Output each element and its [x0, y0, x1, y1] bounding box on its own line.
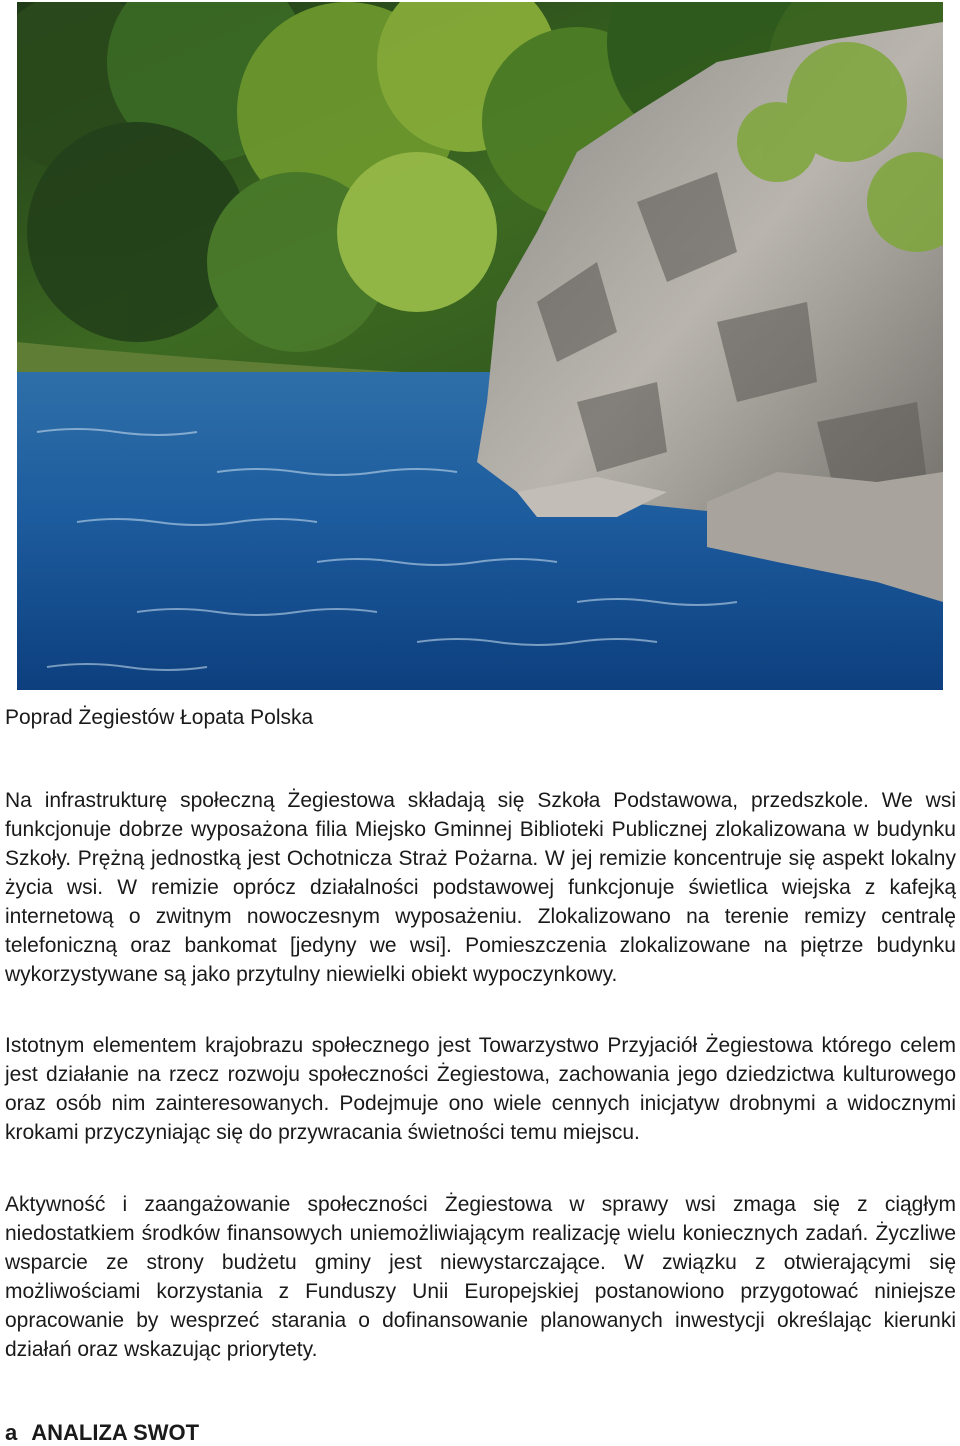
photo-caption: Poprad Żegiestów Łopata Polska: [5, 706, 314, 729]
section-letter: a: [5, 1420, 18, 1445]
section-heading: [5, 1420, 199, 1446]
paragraph-funding: Aktywność i zaangażowanie społeczności Żegiestowa w sprawy wsi zmaga się z ciągłym niedostatkiem środków finansowych uniemożliwiającym realizację wielu koniecznych zadań. Życzliwe wsparcie ze strony budżetu gminy jest niewystarczające. W związku z otwierającymi się możliwościami korzystania z Funduszy Unii Europejskiej postanowiono przygotować niniejsze opracowanie by wesprzeć starania o dofinansowanie planowanych inwestycji określając kierunki działań oraz wskazując priorytety.: [5, 1193, 956, 1361]
river-photo: [17, 2, 943, 690]
section-title: ANALIZA SWOT: [31, 1420, 200, 1445]
paragraph-infrastructure: Na infrastrukturę społeczną Żegiestowa składają się Szkoła Podstawowa, przedszkole. We wsi funkcjonuje dobrze wyposażona filia Miejsko Gminnej Biblioteki Publicznej zlokalizowana w budynku Szkoły. Prężną jednostką jest Ochotnicza Straż Pożarna. W jej remizie koncentruje się aspekt lokalny życia wsi. W remizie oprócz działalności podstawowej funkcjonuje świetlica wiejska z kafejką internetową o zwitnym nowoczesnym wyposażeniu. Zlokalizowano na terenie remizy centralę telefoniczną oraz bankomat [jedyny we wsi]. Pomieszczenia zlokalizowane na piętrze budynku wykorzystywane są jako przytulny niewielki obiekt wypoczynkowy.: [5, 789, 956, 986]
paragraph-society: Istotnym elementem krajobrazu społecznego jest Towarzystwo Przyjaciół Żegiestowa którego celem jest działanie na rzecz rozwoju społeczności Żegiestowa, zachowania jego dziedzictwa kulturowego oraz osób nim zainteresowanych. Podejmuje ono wiele cennych inicjatyw drobnymi a widocznymi krokami przyczyniając się do przywracania świetności temu miejscu.: [5, 1034, 956, 1144]
